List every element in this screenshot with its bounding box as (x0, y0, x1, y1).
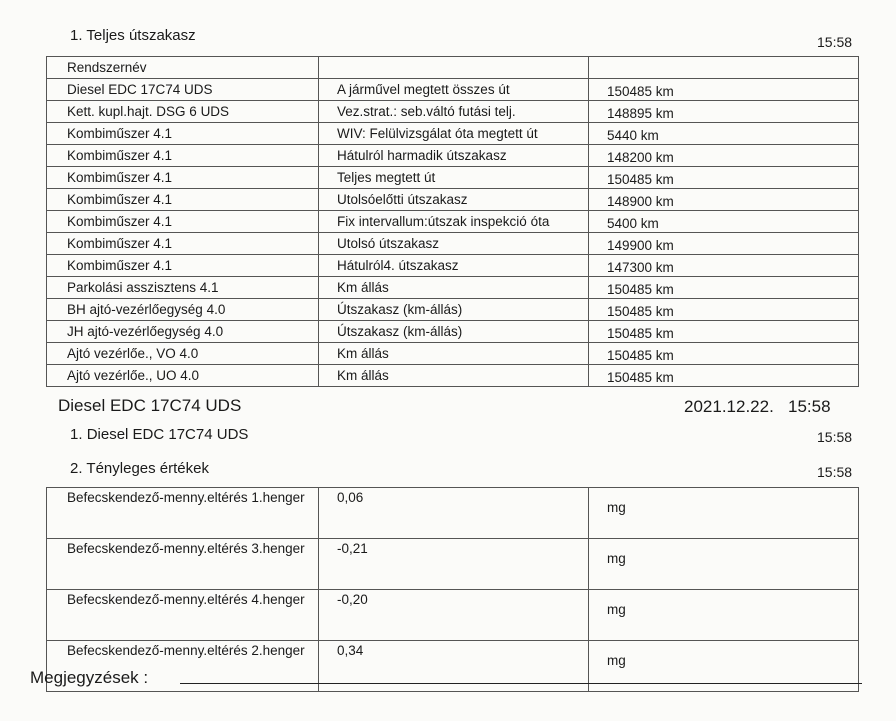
parameter-cell: Km állás (319, 365, 589, 387)
value-cell: 150485 km (589, 167, 859, 189)
value-cell: 5400 km (589, 211, 859, 233)
table-row (47, 539, 859, 590)
system-name-cell: Kombiműszer 4.1 (47, 189, 319, 211)
parameter-cell: Km állás (319, 277, 589, 299)
table-row (47, 101, 859, 123)
measurement-value-cell: 0,34 (319, 641, 589, 692)
block2-datetime (684, 397, 831, 417)
parameter-cell: Teljes megtett út (319, 167, 589, 189)
sub1-number: 1. (70, 426, 83, 443)
table-row (47, 167, 859, 189)
sub1-time: 15:58 (817, 429, 853, 445)
table-row (47, 145, 859, 167)
parameter-cell: Utolsóelőtti útszakasz (319, 189, 589, 211)
sub1-title: Diesel EDC 17C74 UDS (86, 426, 249, 443)
table-row (47, 255, 859, 277)
value-cell: 150485 km (589, 277, 859, 299)
unit-cell: mg (589, 641, 859, 692)
system-name-cell: Parkolási asszisztens 4.1 (47, 277, 319, 299)
value-cell: 149900 km (589, 233, 859, 255)
section1-title: Teljes útszakasz (86, 27, 196, 44)
system-name-cell: JH ajtó-vezérlőegység 4.0 (47, 321, 319, 343)
system-name-cell: Ajtó vezérlőe., UO 4.0 (47, 365, 319, 387)
table-row (47, 123, 859, 145)
sub1-heading (70, 426, 248, 443)
measurement-value-cell: -0,21 (319, 539, 589, 590)
table-header-row (47, 57, 859, 79)
parameter-cell: Vez.strat.: seb.váltó futási telj. (319, 101, 589, 123)
sub2-number: 2. (70, 460, 83, 477)
value-cell: 150485 km (589, 365, 859, 387)
table-header-cell: Rendszernév (47, 57, 319, 79)
system-name-cell: Kombiműszer 4.1 (47, 167, 319, 189)
table-row (47, 343, 859, 365)
table-header-empty (589, 57, 859, 79)
value-cell: 148900 km (589, 189, 859, 211)
value-cell: 150485 km (589, 79, 859, 101)
value-cell: 150485 km (589, 321, 859, 343)
system-name-cell: Kombiműszer 4.1 (47, 255, 319, 277)
system-name-cell: Kombiműszer 4.1 (47, 145, 319, 167)
parameter-cell: Útszakasz (km-állás) (319, 299, 589, 321)
measurement-name-cell: Befecskendező-menny.eltérés 4.henger (47, 590, 319, 641)
table-row (47, 233, 859, 255)
sub2-title: Tényleges értékek (86, 460, 209, 477)
table-row (47, 590, 859, 641)
value-cell: 5440 km (589, 123, 859, 145)
value-cell: 150485 km (589, 343, 859, 365)
table-header-empty (319, 57, 589, 79)
system-name-cell: Kombiműszer 4.1 (47, 211, 319, 233)
measurement-name-cell: Befecskendező-menny.eltérés 2.henger (47, 641, 319, 692)
parameter-cell: Útszakasz (km-állás) (319, 321, 589, 343)
notes-line (180, 683, 862, 684)
parameter-cell: WIV: Felülvizsgálat óta megtett út (319, 123, 589, 145)
value-cell: 148895 km (589, 101, 859, 123)
table-row (47, 79, 859, 101)
block2-title: Diesel EDC 17C74 UDS (58, 396, 242, 415)
parameter-cell: Fix intervallum:útszak inspekció óta (319, 211, 589, 233)
sub2-heading (70, 460, 209, 477)
measurement-value-cell: 0,06 (319, 488, 589, 539)
actual-values-table (46, 487, 859, 692)
block2-date: 2021.12.22. (684, 397, 774, 416)
notes-label: Megjegyzések : (30, 668, 149, 687)
system-name-cell: Kombiműszer 4.1 (47, 123, 319, 145)
section1-heading (70, 27, 196, 44)
sub2-time: 15:58 (817, 464, 853, 480)
system-name-cell: BH ajtó-vezérlőegység 4.0 (47, 299, 319, 321)
table-row (47, 321, 859, 343)
table-row (47, 277, 859, 299)
table-row (47, 299, 859, 321)
measurement-value-cell: -0,20 (319, 590, 589, 641)
unit-cell: mg (589, 539, 859, 590)
value-cell: 150485 km (589, 299, 859, 321)
system-name-cell: Diesel EDC 17C74 UDS (47, 79, 319, 101)
system-name-cell: Kombiműszer 4.1 (47, 233, 319, 255)
parameter-cell: A járművel megtett összes út (319, 79, 589, 101)
distance-table (46, 56, 859, 387)
parameter-cell: Utolsó útszakasz (319, 233, 589, 255)
section1-time: 15:58 (817, 34, 853, 50)
section1-number: 1. (70, 27, 83, 44)
measurement-name-cell: Befecskendező-menny.eltérés 1.henger (47, 488, 319, 539)
system-name-cell: Kett. kupl.hajt. DSG 6 UDS (47, 101, 319, 123)
parameter-cell: Hátulról4. útszakasz (319, 255, 589, 277)
measurement-name-cell: Befecskendező-menny.eltérés 3.henger (47, 539, 319, 590)
unit-cell: mg (589, 590, 859, 641)
parameter-cell: Hátulról harmadik útszakasz (319, 145, 589, 167)
table-row (47, 488, 859, 539)
table-row (47, 365, 859, 387)
value-cell: 147300 km (589, 255, 859, 277)
block2-time: 15:58 (787, 397, 831, 416)
value-cell: 148200 km (589, 145, 859, 167)
parameter-cell: Km állás (319, 343, 589, 365)
unit-cell: mg (589, 488, 859, 539)
table-row (47, 189, 859, 211)
table-row (47, 211, 859, 233)
system-name-cell: Ajtó vezérlőe., VO 4.0 (47, 343, 319, 365)
